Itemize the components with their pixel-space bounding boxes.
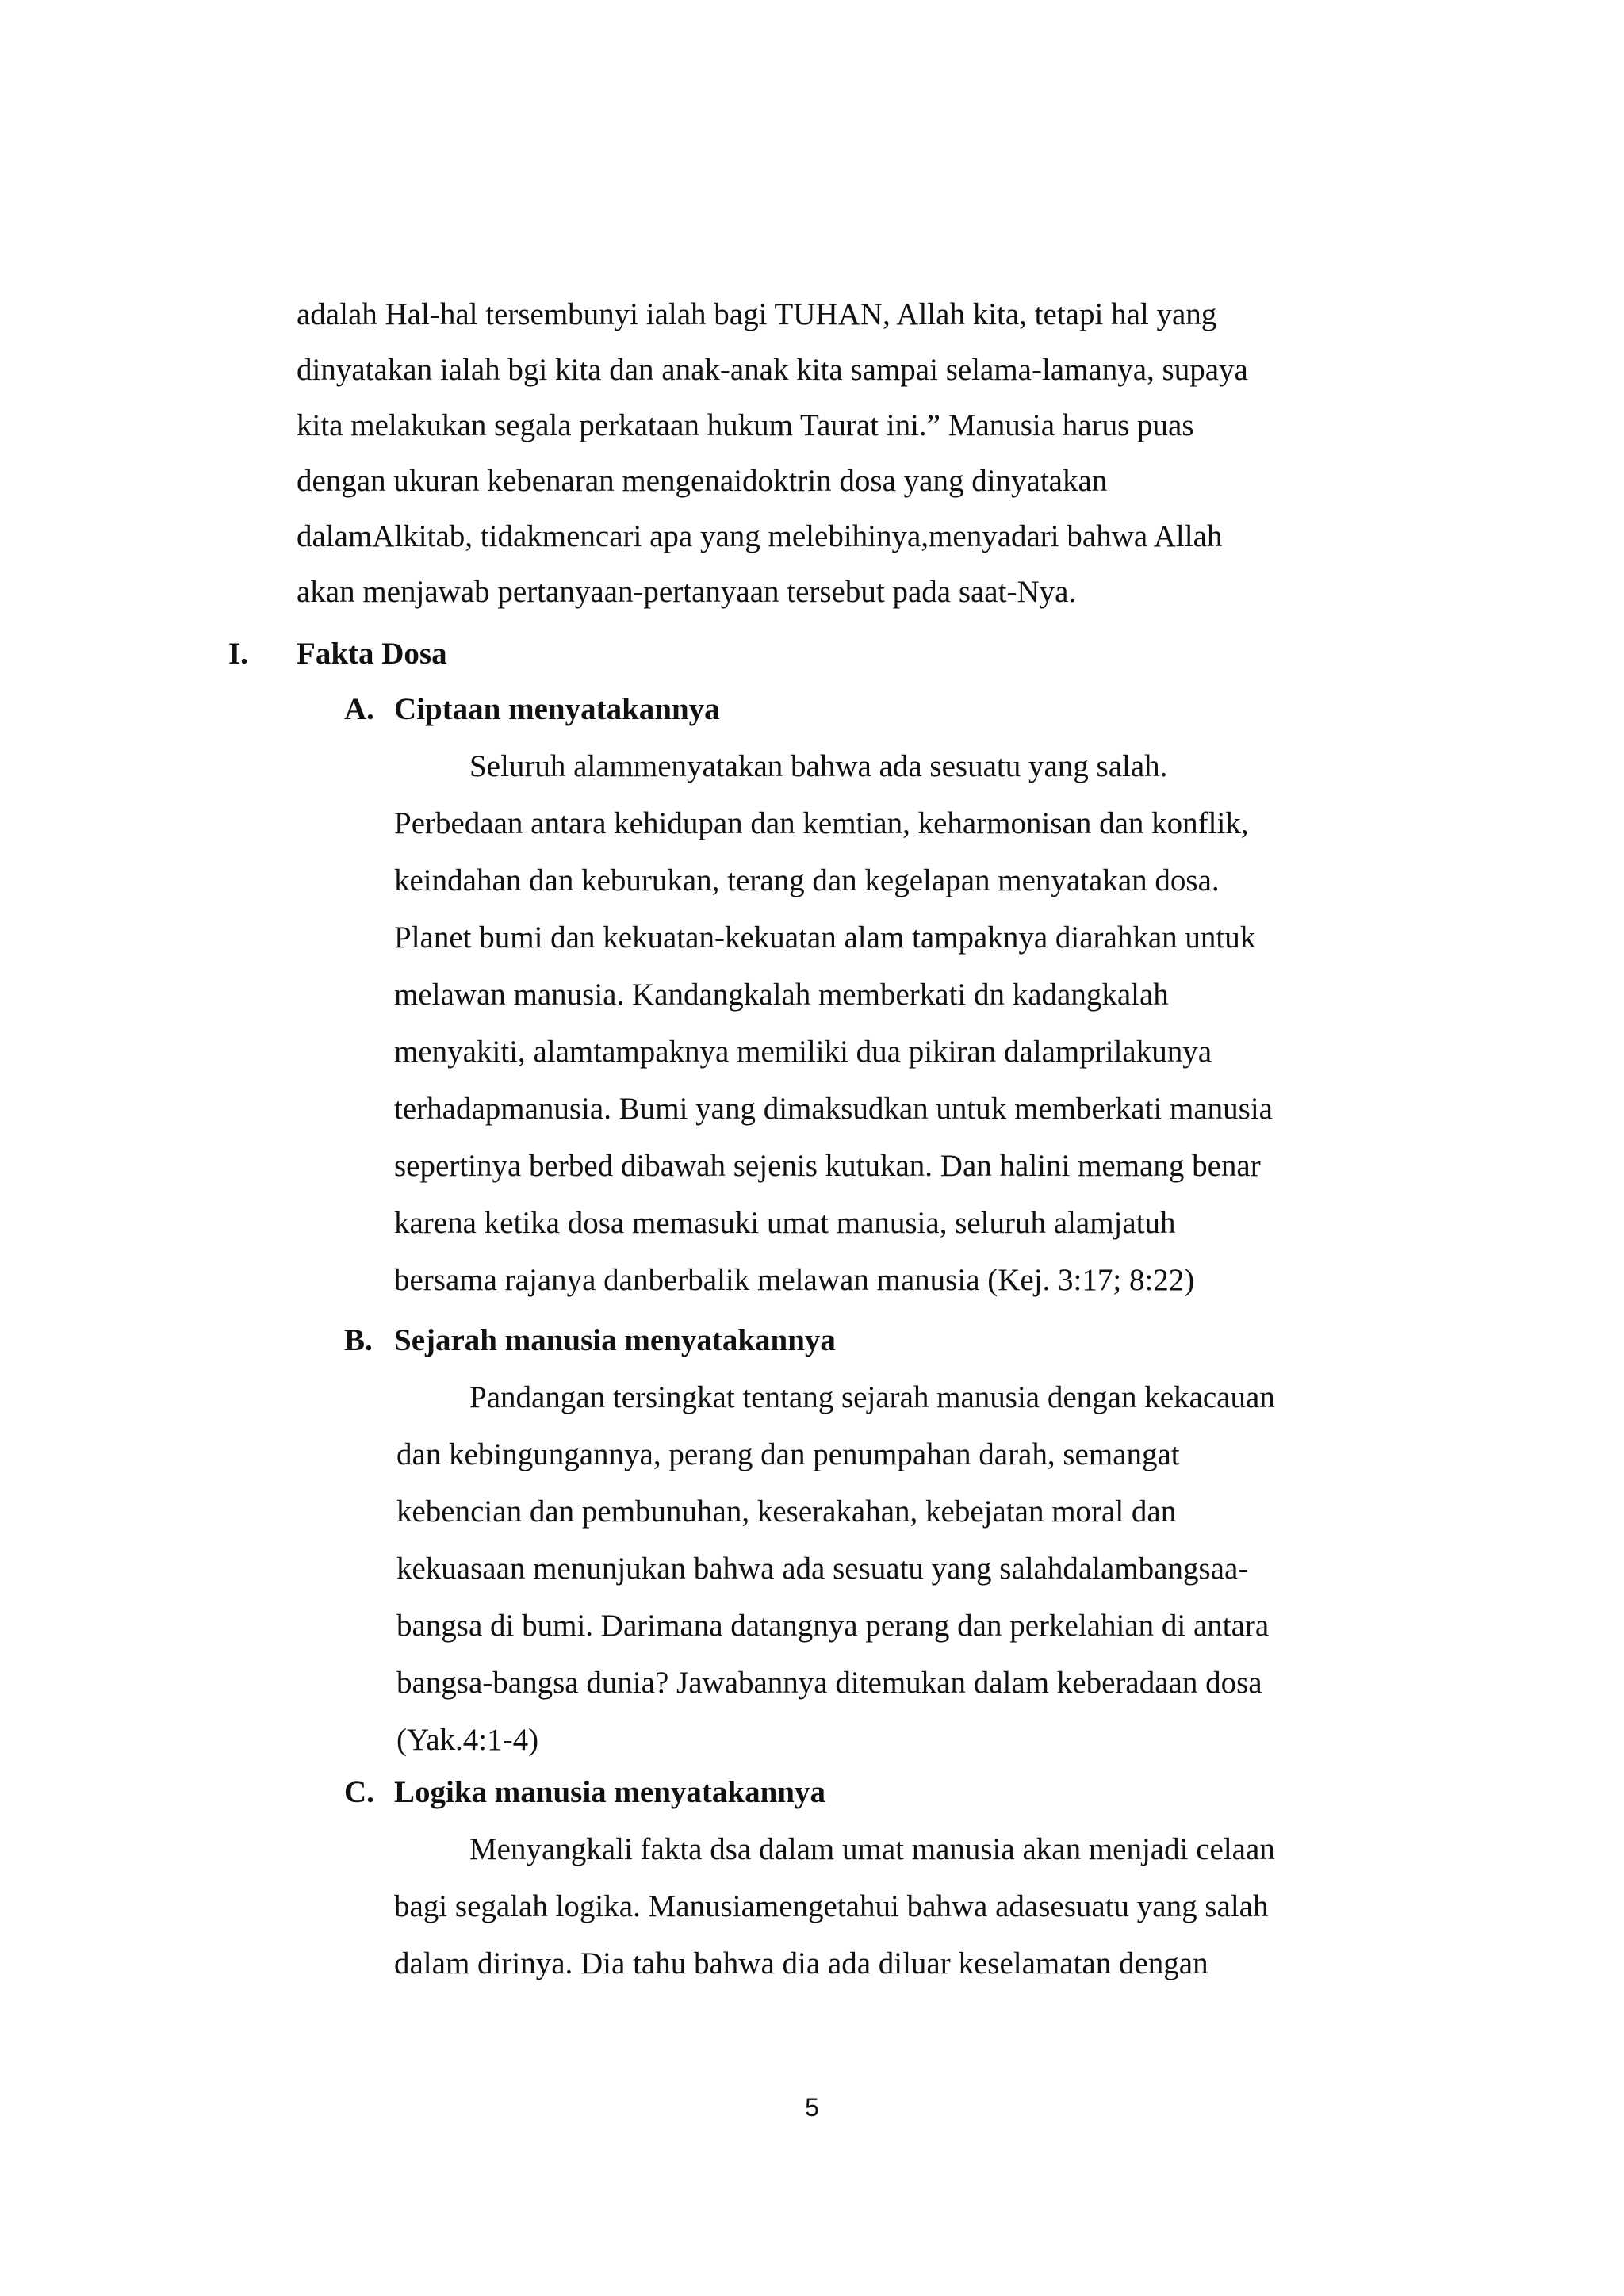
text-line: karena ketika dosa memasuki umat manusia, seluruh alamjatuh [394, 1206, 1176, 1240]
text-line: sepertinya berbed dibawah sejenis kutukan. Dan halini memang benar [394, 1149, 1261, 1183]
text-line: dalamAlkitab, tidakmencari apa yang melebihinya,menyadari bahwa Allah [297, 519, 1223, 553]
subsection-title: Sejarah manusia menyatakannya [394, 1323, 836, 1357]
subsection-letter: A. [344, 692, 374, 726]
text-line: adalah Hal-hal tersembunyi ialah bagi TUHAN, Allah kita, tetapi hal yang [297, 297, 1217, 331]
text-line: Perbedaan antara kehidupan dan kemtian, keharmonisan dan konflik, [394, 806, 1249, 840]
text-line: Seluruh alammenyatakan bahwa ada sesuatu yang salah. [469, 749, 1168, 783]
text-line: bangsa-bangsa dunia? Jawabannya ditemukan dalam keberadaan dosa [396, 1666, 1262, 1700]
subsection-letter: B. [344, 1323, 373, 1357]
text-line: dalam dirinya. Dia tahu bahwa dia ada diluar keselamatan dengan [394, 1946, 1208, 1980]
text-line: dinyatakan ialah bgi kita dan anak-anak kita sampai selama-lamanya, supaya [297, 353, 1248, 387]
section-numeral: I. [228, 637, 248, 671]
subsection-title: Logika manusia menyatakannya [394, 1775, 825, 1809]
text-line: akan menjawab pertanyaan-pertanyaan tersebut pada saat-Nya. [297, 575, 1077, 609]
text-line: menyakiti, alamtampaknya memiliki dua pikiran dalamprilakunya [394, 1035, 1212, 1069]
text-line: kebencian dan pembunuhan, keserakahan, kebejatan moral dan [396, 1494, 1177, 1529]
text-line: dengan ukuran kebenaran mengenaidoktrin dosa yang dinyatakan [297, 464, 1108, 498]
text-line: melawan manusia. Kandangkalah memberkati dn kadangkalah [394, 978, 1169, 1012]
text-line: (Yak.4:1-4) [396, 1723, 539, 1757]
text-line: bagi segalah logika. Manusiamengetahui bahwa adasesuatu yang salah [394, 1889, 1269, 1923]
text-line: keindahan dan keburukan, terang dan kegelapan menyatakan dosa. [394, 863, 1220, 897]
section-title: Fakta Dosa [297, 637, 447, 671]
subsection-title: Ciptaan menyatakannya [394, 692, 720, 726]
subsection-letter: C. [344, 1775, 374, 1809]
text-line: Planet bumi dan kekuatan-kekuatan alam tampaknya diarahkan untuk [394, 920, 1256, 955]
text-line: kekuasaan menunjukan bahwa ada sesuatu yang salahdalambangsaa- [396, 1552, 1249, 1586]
text-line: bangsa di bumi. Darimana datangnya perang dan perkelahian di antara [396, 1609, 1270, 1643]
text-line: bersama rajanya danberbalik melawan manusia (Kej. 3:17; 8:22) [394, 1263, 1195, 1297]
text-line: Menyangkali fakta dsa dalam umat manusia akan menjadi celaan [469, 1832, 1275, 1866]
text-line: terhadapmanusia. Bumi yang dimaksudkan untuk memberkati manusia [394, 1092, 1273, 1126]
text-line: dan kebingungannya, perang dan penumpahan darah, semangat [396, 1437, 1180, 1471]
page-number: 5 [805, 2093, 819, 2122]
text-line: kita melakukan segala perkataan hukum Taurat ini.” Manusia harus puas [297, 408, 1194, 442]
text-line: Pandangan tersingkat tentang sejarah manusia dengan kekacauan [469, 1380, 1275, 1414]
